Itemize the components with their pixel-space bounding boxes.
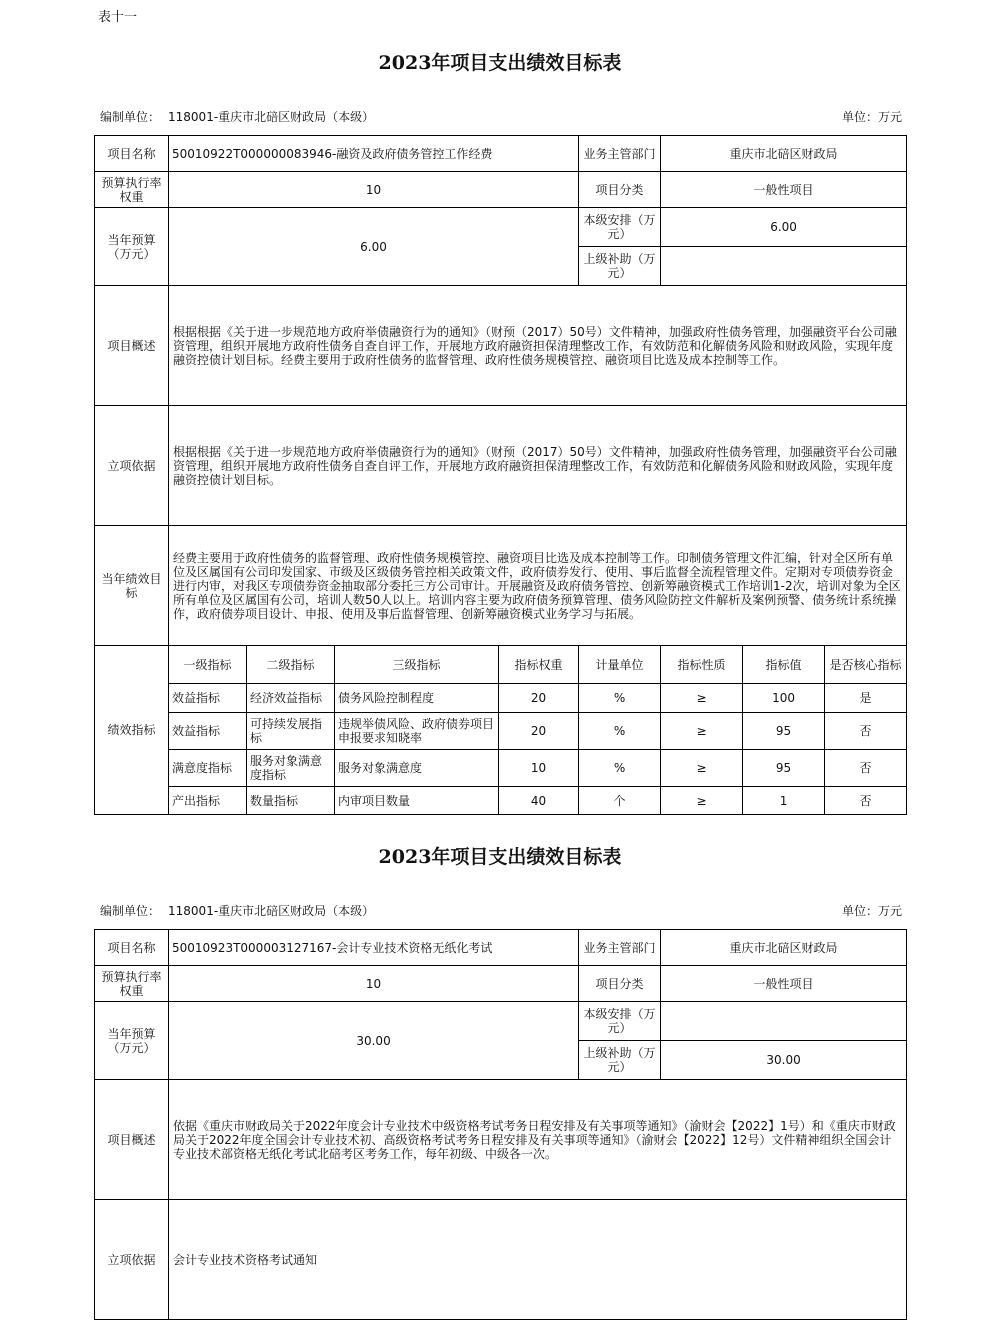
table-row (95, 750, 907, 787)
cell-level1: 效益指标 (169, 684, 247, 713)
basis-label: 立项依据 (95, 1200, 169, 1320)
subsidy-value (661, 247, 907, 286)
cell-value: 1 (743, 787, 825, 815)
cell-level3: 债务风险控制程度 (335, 684, 499, 713)
form-1-table (94, 135, 907, 815)
header-nature: 指标性质 (661, 646, 743, 684)
cell-value: 95 (743, 750, 825, 787)
cell-unit: % (579, 750, 661, 787)
overview-text: 依据《重庆市财政局关于2022年度会计专业技术中级资格考试考务日程安排及有关事项等通知》（渝财会【2022】1号）和《重庆市财政局关于2022年度全国会计专业技术初、高级资格考试考务日程安排及有关事项等通知》（渝财会【2022】12号）文件精神组织全国会计专业技术部资格无纸化考试北碚考区考务工作，每年初级、中级各一次。 (169, 1080, 907, 1200)
subsidy-value: 30.00 (661, 1041, 907, 1080)
cell-value: 95 (743, 713, 825, 750)
project-name: 50010923T000003127167-会计专业技术资格无纸化考试 (169, 930, 579, 966)
overview-label: 项目概述 (95, 286, 169, 406)
dept-value: 重庆市北碚区财政局 (661, 136, 907, 172)
cell-nature: ≥ (661, 787, 743, 815)
page-label: 表十一 (98, 10, 138, 25)
subsidy-label: 上级补助（万元） (579, 1041, 661, 1080)
cell-level1: 满意度指标 (169, 750, 247, 787)
dept-value: 重庆市北碚区财政局 (661, 930, 907, 966)
weight-label: 预算执行率权重 (95, 966, 169, 1002)
local-label: 本级安排（万元） (579, 1002, 661, 1041)
overview-label: 项目概述 (95, 1080, 169, 1200)
form-1-title: 2023年项目支出绩效目标表 (378, 52, 622, 74)
header-core: 是否核心指标 (825, 646, 907, 684)
budget-label: 当年预算（万元） (95, 208, 169, 286)
form-2-unit (100, 902, 374, 919)
cell-core: 否 (825, 713, 907, 750)
project-name-label: 项目名称 (95, 930, 169, 966)
cell-core: 否 (825, 787, 907, 815)
unit-label: 编制单位： (100, 904, 161, 918)
header-value: 指标值 (743, 646, 825, 684)
weight-value: 10 (169, 172, 579, 208)
cell-level2: 可持续发展指标 (247, 713, 335, 750)
dept-label: 业务主管部门 (579, 136, 661, 172)
cell-unit: 个 (579, 787, 661, 815)
header-level3: 三级指标 (335, 646, 499, 684)
category-label: 项目分类 (579, 966, 661, 1002)
project-name-label: 项目名称 (95, 136, 169, 172)
budget-value: 30.00 (169, 1002, 579, 1080)
cell-level3: 服务对象满意度 (335, 750, 499, 787)
budget-label: 当年预算（万元） (95, 1002, 169, 1080)
cell-weight: 40 (499, 787, 579, 815)
cell-level3: 违规举债风险、政府债券项目申报要求知晓率 (335, 713, 499, 750)
cell-core: 是 (825, 684, 907, 713)
indicator-label: 绩效指标 (95, 646, 169, 815)
weight-label: 预算执行率权重 (95, 172, 169, 208)
unit-label: 编制单位： (100, 110, 161, 124)
header-unit: 计量单位 (579, 646, 661, 684)
header-weight: 指标权重 (499, 646, 579, 684)
cell-unit: % (579, 713, 661, 750)
cell-unit: % (579, 684, 661, 713)
table-row (95, 787, 907, 815)
cell-level2: 数量指标 (247, 787, 335, 815)
cell-nature: ≥ (661, 684, 743, 713)
cell-value: 100 (743, 684, 825, 713)
weight-value: 10 (169, 966, 579, 1002)
goal-label: 当年绩效目标 (95, 526, 169, 646)
budget-value: 6.00 (169, 208, 579, 286)
cell-level2: 服务对象满意度指标 (247, 750, 335, 787)
project-name: 50010922T000000083946-融资及政府债务管控工作经费 (169, 136, 579, 172)
dept-label: 业务主管部门 (579, 930, 661, 966)
form-2-title: 2023年项目支出绩效目标表 (378, 846, 622, 868)
cell-level1: 产出指标 (169, 787, 247, 815)
header-level2: 二级指标 (247, 646, 335, 684)
unit-value: 118001-重庆市北碚区财政局（本级） (168, 110, 375, 124)
cell-weight: 20 (499, 684, 579, 713)
cell-level3: 内审项目数量 (335, 787, 499, 815)
cell-nature: ≥ (661, 713, 743, 750)
overview-text: 根据根据《关于进一步规范地方政府举债融资行为的通知》（财预（2017）50号）文件精神，加强政府性债务管理，加强融资平台公司融资管理，组织开展地方政府性债务自查自评工作，开展地方政府融资担保清理整改工作，有效防范和化解债务风险和财政风险，实现年度融资控债计划目标。经费主要用于政府性债务的监督管理、政府性债务规模管控、融资项目比选及成本控制等工作。 (169, 286, 907, 406)
cell-weight: 20 (499, 713, 579, 750)
goal-text: 经费主要用于政府性债务的监督管理、政府性债务规模管控、融资项目比选及成本控制等工作。印制债务管理文件汇编，针对全区所有单位及区属国有公司印发国家、市级及区级债务管控相关政策文件，政府债券发行、使用、事后监督全流程管理文件。定期对专项债券资金进行内审，对我区专项债券资金抽取部分委托三方公司审计。开展融资及政府债务管控、创新筹融资模式工作培训1-2次，培训对象为全区所有单位及区属国有公司，培训人数50人以上。培训内容主要为政府债务预算管理、债务风险防控文件解析及案例预警、债务统计系统操作，政府债券项目设计、申报、使用及事后监督管理、创新筹融资模式业务学习与拓展。 (169, 526, 907, 646)
basis-label: 立项依据 (95, 406, 169, 526)
basis-text: 会计专业技术资格考试通知 (169, 1200, 907, 1320)
unit-value: 118001-重庆市北碚区财政局（本级） (168, 904, 375, 918)
table-row (95, 713, 907, 750)
local-value: 6.00 (661, 208, 907, 247)
local-value (661, 1002, 907, 1041)
category-value: 一般性项目 (661, 172, 907, 208)
category-label: 项目分类 (579, 172, 661, 208)
form-2-table (94, 929, 907, 1320)
cell-nature: ≥ (661, 750, 743, 787)
header-level1: 一级指标 (169, 646, 247, 684)
form-1-currency: 单位：万元 (841, 110, 902, 124)
local-label: 本级安排（万元） (579, 208, 661, 247)
cell-level1: 效益指标 (169, 713, 247, 750)
form-2-currency: 单位：万元 (841, 904, 902, 918)
cell-level2: 经济效益指标 (247, 684, 335, 713)
basis-text: 根据根据《关于进一步规范地方政府举债融资行为的通知》（财预（2017）50号）文件精神，加强政府性债务管理，加强融资平台公司融资管理，组织开展地方政府性债务自查自评工作，开展地方政府融资担保清理整改工作，有效防范和化解债务风险和财政风险，实现年度融资控债计划目标。 (169, 406, 907, 526)
category-value: 一般性项目 (661, 966, 907, 1002)
form-1-unit (100, 108, 374, 125)
subsidy-label: 上级补助（万元） (579, 247, 661, 286)
cell-weight: 10 (499, 750, 579, 787)
table-row (95, 684, 907, 713)
cell-core: 否 (825, 750, 907, 787)
